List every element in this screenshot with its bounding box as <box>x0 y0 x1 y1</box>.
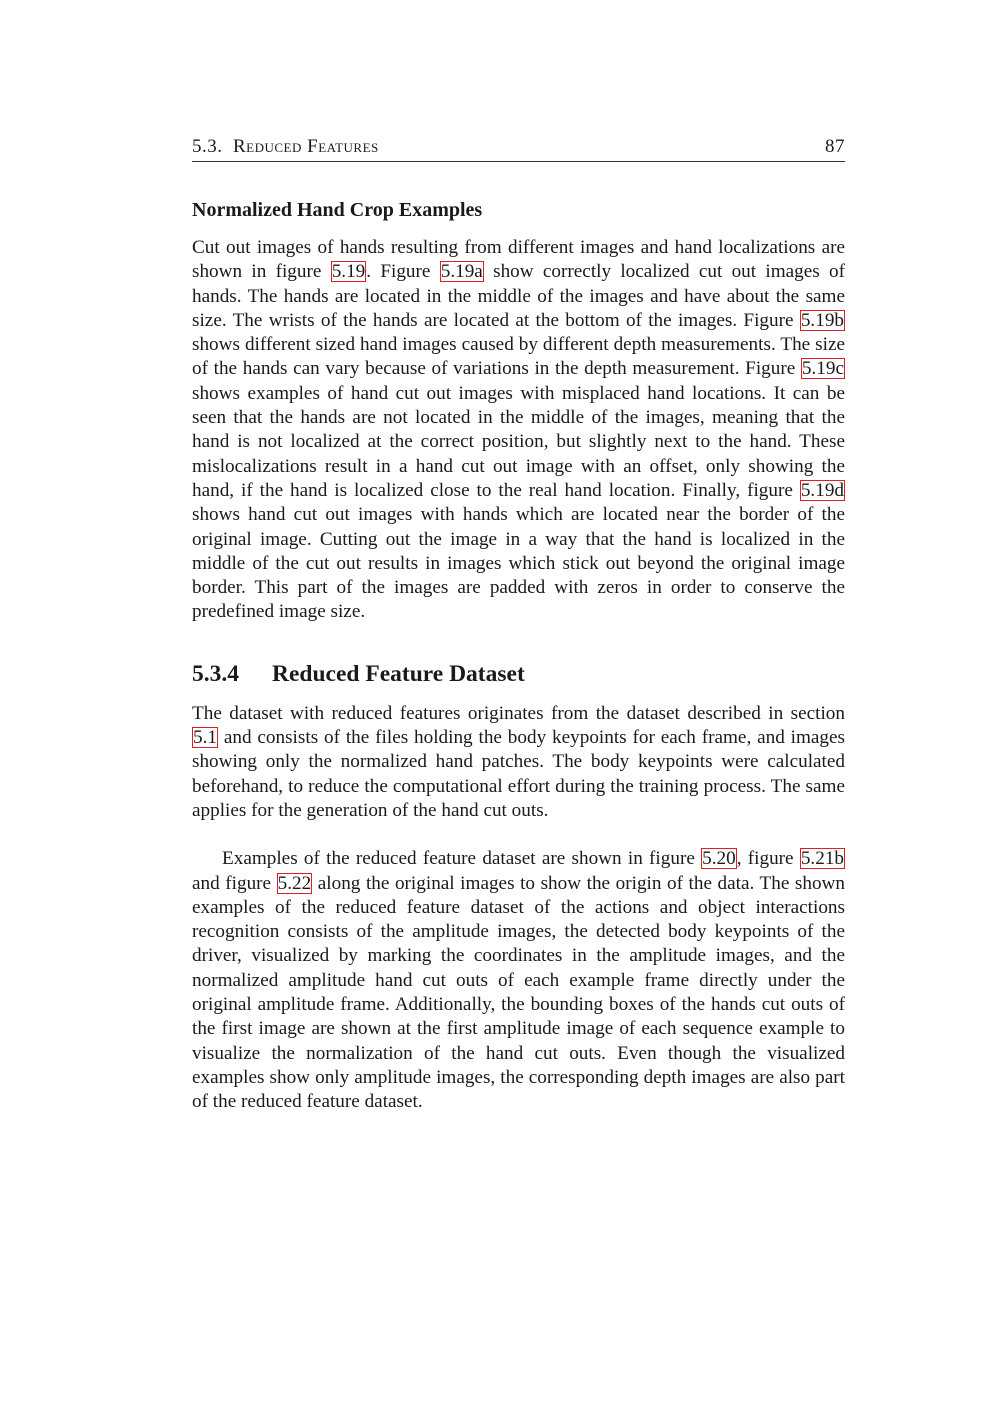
figure-ref-5-21b[interactable]: 5.21b <box>800 848 844 870</box>
text-run: show correctly localized cut out images of hands. The hands are located in the middle of the images and have about the same size. The wrists of the hands are located at the bottom of the images. Figure <box>192 261 845 331</box>
text-run: The dataset with reduced features originates from the dataset described in section <box>192 702 845 724</box>
text-run: Cut out images of hands resulting from different images and hand localizations are shown in figure <box>192 237 845 283</box>
text-run: shows different sized hand images caused by different depth measurements. The size of the hands can vary because of variations in the depth measurement. Figure <box>192 334 845 380</box>
paragraph-dataset-origin <box>192 702 845 823</box>
page-number: 87 <box>825 136 845 157</box>
figure-ref-5-19c[interactable]: 5.19c <box>801 358 844 380</box>
paragraph-heading: Normalized Hand Crop Examples <box>192 199 483 221</box>
text-run: shows hand cut out images with hands which are located near the border of the original image. Cutting out the image in a way that the hand is localized in the middle of the cut out results in images which stick out beyond the original image border. This part of the images are padded with zeros in order to conserve the predefined image size. <box>192 504 845 623</box>
figure-ref-5-20[interactable]: 5.20 <box>702 848 736 870</box>
text-run: and figure <box>192 872 277 894</box>
section-title: Reduced Feature Dataset <box>272 660 525 687</box>
paragraph-hand-crop <box>192 236 845 625</box>
text-run: and consists of the files holding the body keypoints for each frame, and images showing only the normalized hand patches. The body keypoints were calculated beforehand, to reduce the computational effort during the training process. The same applies for the generation of the hand cut outs. <box>192 727 845 821</box>
text-run: along the original images to show the origin of the data. The shown examples of the reduced feature dataset of the actions and object interactions recognition consists of the amplitude images, the detected body keypoints of the driver, visualized by marking the coordinates in the amplitude images, and the normalized amplitude hand cut outs of each example frame directly under the original amplitude frame. Additionally, the bounding boxes of the hands cut outs of the first image are shown at the first amplitude image of each sequence example to visualize the normalization of the hand cut outs. Even though the visualized examples show only amplitude images, the corresponding depth images are also part of the reduced feature dataset. <box>192 872 845 1113</box>
header-section-title: Reduced Features <box>233 136 379 157</box>
running-header <box>192 134 845 162</box>
figure-ref-5-22[interactable]: 5.22 <box>277 872 312 894</box>
text-run: . Figure <box>366 261 440 283</box>
figure-ref-5-19a[interactable]: 5.19a <box>440 261 483 283</box>
figure-ref-5-19b[interactable]: 5.19b <box>800 309 844 331</box>
paragraph-gap <box>192 823 845 847</box>
page-body <box>192 134 845 1115</box>
figure-ref-5-19[interactable]: 5.19 <box>331 261 366 283</box>
text-run: , figure <box>736 848 800 870</box>
figure-ref-5-19d[interactable]: 5.19d <box>800 479 844 501</box>
section-number: 5.3.4 <box>192 660 239 687</box>
text-run: shows examples of hand cut out images with misplaced hand locations. It can be seen that the hands are not located in the middle of the images, meaning that the hand is not localized at the correct position, but slightly next to the hand. These mislocalizations result in a hand cut out image with an offset, only showing the hand, if the hand is localized close to the real hand location. Finally, figure <box>192 382 845 501</box>
section-heading <box>192 661 845 688</box>
paragraph-dataset-examples <box>192 847 845 1114</box>
text-run: Examples of the reduced feature dataset are shown in figure <box>222 848 702 870</box>
running-header-title <box>192 136 379 158</box>
header-section-number: 5.3. <box>192 136 223 157</box>
section-ref-5-1[interactable]: 5.1 <box>193 727 217 749</box>
